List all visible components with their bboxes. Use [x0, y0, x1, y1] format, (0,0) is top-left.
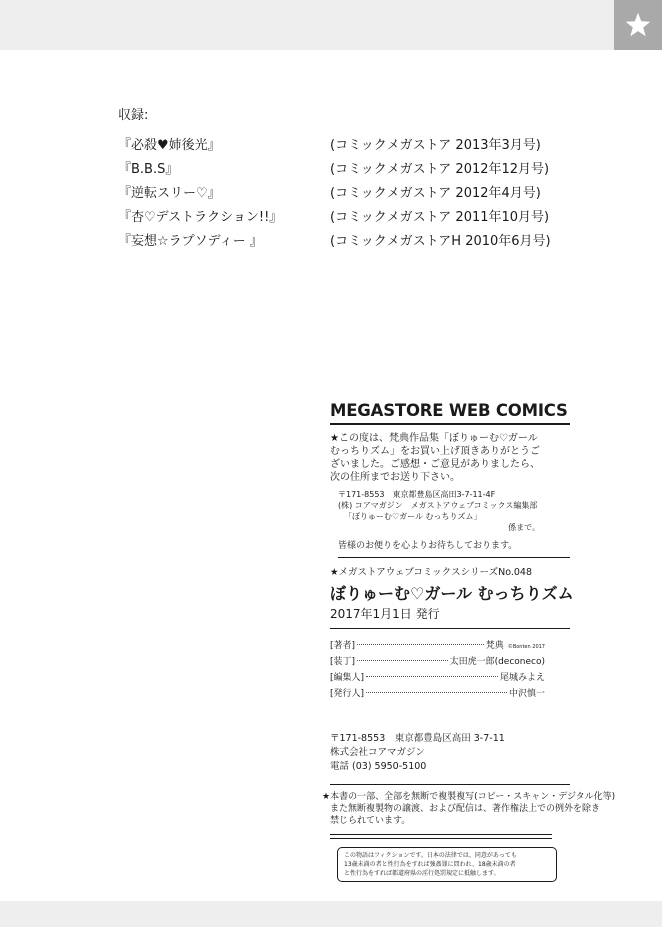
contents-heading: 収録:	[118, 108, 149, 123]
contents-item	[118, 227, 578, 251]
publisher-info	[330, 732, 570, 785]
star-icon	[624, 11, 652, 39]
credit-row	[330, 686, 545, 702]
bottom-bar	[0, 901, 662, 927]
contents-item-title: 『B.B.S』	[118, 161, 179, 177]
notice-line: 禁じられています。	[330, 816, 411, 826]
credits	[330, 638, 545, 702]
disclaimer-line: この物語はフィクションです。日本の法律では、同意があっても	[344, 852, 517, 859]
series-label: ★メガストアウェブコミックスシリーズNo.048	[330, 567, 533, 578]
credit-role: [著者]	[330, 641, 356, 651]
contents-item-source: (コミックメガストア 2012年12月号)	[330, 161, 550, 177]
contents-item-source: (コミックメガストア 2011年10月号)	[330, 209, 550, 225]
closing-message: 皆様のお便りを心よりお待ちしております。	[338, 538, 570, 558]
mail-dept: (株) コアマガジン メガストアウェブコミックス編集部	[338, 501, 538, 510]
publication-date: 2017年1月1日 発行	[330, 605, 570, 629]
mail-postal: 〒171-8553 東京都豊島区高田3-7-11-4F	[338, 490, 496, 499]
mail-suffix: 係まで。	[508, 523, 540, 532]
contents-list	[118, 104, 578, 251]
credit-role: [発行人]	[330, 689, 365, 699]
credit-leader	[366, 676, 498, 677]
credit-row	[330, 638, 545, 654]
brand-heading: MEGASTORE WEB COMICS	[330, 401, 570, 425]
publisher-company: 株式会社コアマガジン	[330, 747, 425, 758]
contents-item-source: (コミックメガストア 2012年4月号)	[330, 185, 541, 201]
credit-name: 太田虎一郎(deconeco)	[449, 657, 545, 667]
colophon	[330, 401, 574, 785]
top-bar	[0, 0, 662, 50]
book-title: ぼりゅーむ♡ガール むっちりズム	[330, 584, 574, 603]
star-badge	[614, 0, 662, 50]
mail-address	[338, 489, 570, 533]
contents-item-title: 『必殺♥姉後光』	[118, 137, 221, 153]
thanks-line: 次の住所までお送り下さい。	[330, 472, 460, 483]
notice-line: ★本書の一部、全部を無断で複製複写(コピー・スキャン・デジタル化等)	[322, 792, 616, 802]
credit-row	[330, 670, 545, 686]
credit-name: 中沢慎一	[508, 689, 545, 699]
contents-item	[118, 131, 578, 155]
contents-item	[118, 203, 578, 227]
contents-item-title: 『妄想☆ラプソディー 』	[118, 233, 263, 249]
credit-role: [装丁]	[330, 657, 356, 667]
contents-item-title: 『逆転スリー♡』	[118, 185, 221, 201]
contents-item	[118, 155, 578, 179]
publisher-postal: 〒171-8553 東京都豊島区高田 3-7-11	[330, 733, 505, 744]
credit-leader	[366, 692, 507, 693]
credit-copyright: ©Bonten 2017	[507, 644, 545, 650]
double-rule	[330, 834, 552, 839]
contents-item-title: 『杏♡デストラクション!!』	[118, 209, 283, 225]
disclaimer-line: と性行為をすれば都道府県の淫行処罰規定に抵触します。	[344, 870, 500, 877]
disclaimer-line: 13歳未満の者と性行為をすれば強姦罪に問われ、18歳未満の者	[344, 861, 516, 868]
copyright-notice	[322, 791, 616, 827]
thanks-line: ざいました。ご感想・ご意見がありましたら、	[330, 459, 540, 470]
thanks-message	[330, 432, 570, 484]
credit-leader	[357, 660, 448, 661]
mail-book: 「ぼりゅーむ♡ガール むっちりズム」	[344, 512, 482, 521]
fiction-disclaimer	[337, 847, 557, 882]
credit-name: 梵典	[485, 641, 504, 651]
credit-leader	[357, 644, 484, 645]
credit-role: [編集人]	[330, 673, 365, 683]
thanks-line: ★この度は、梵典作品集「ぼりゅーむ♡ガール	[330, 433, 538, 444]
contents-item-source: (コミックメガストアH 2010年6月号)	[330, 233, 551, 249]
contents-item-source: (コミックメガストア 2013年3月号)	[330, 137, 541, 153]
publisher-phone: 電話 (03) 5950-5100	[330, 761, 427, 772]
contents-item	[118, 179, 578, 203]
thanks-line: むっちりズム」をお買い上げ頂きありがとうご	[330, 446, 540, 457]
notice-line: また無断複製物の譲渡、および配信は、著作権法上での例外を除き	[330, 804, 601, 814]
credit-name: 尾城みよえ	[499, 673, 545, 683]
credit-row	[330, 654, 545, 670]
